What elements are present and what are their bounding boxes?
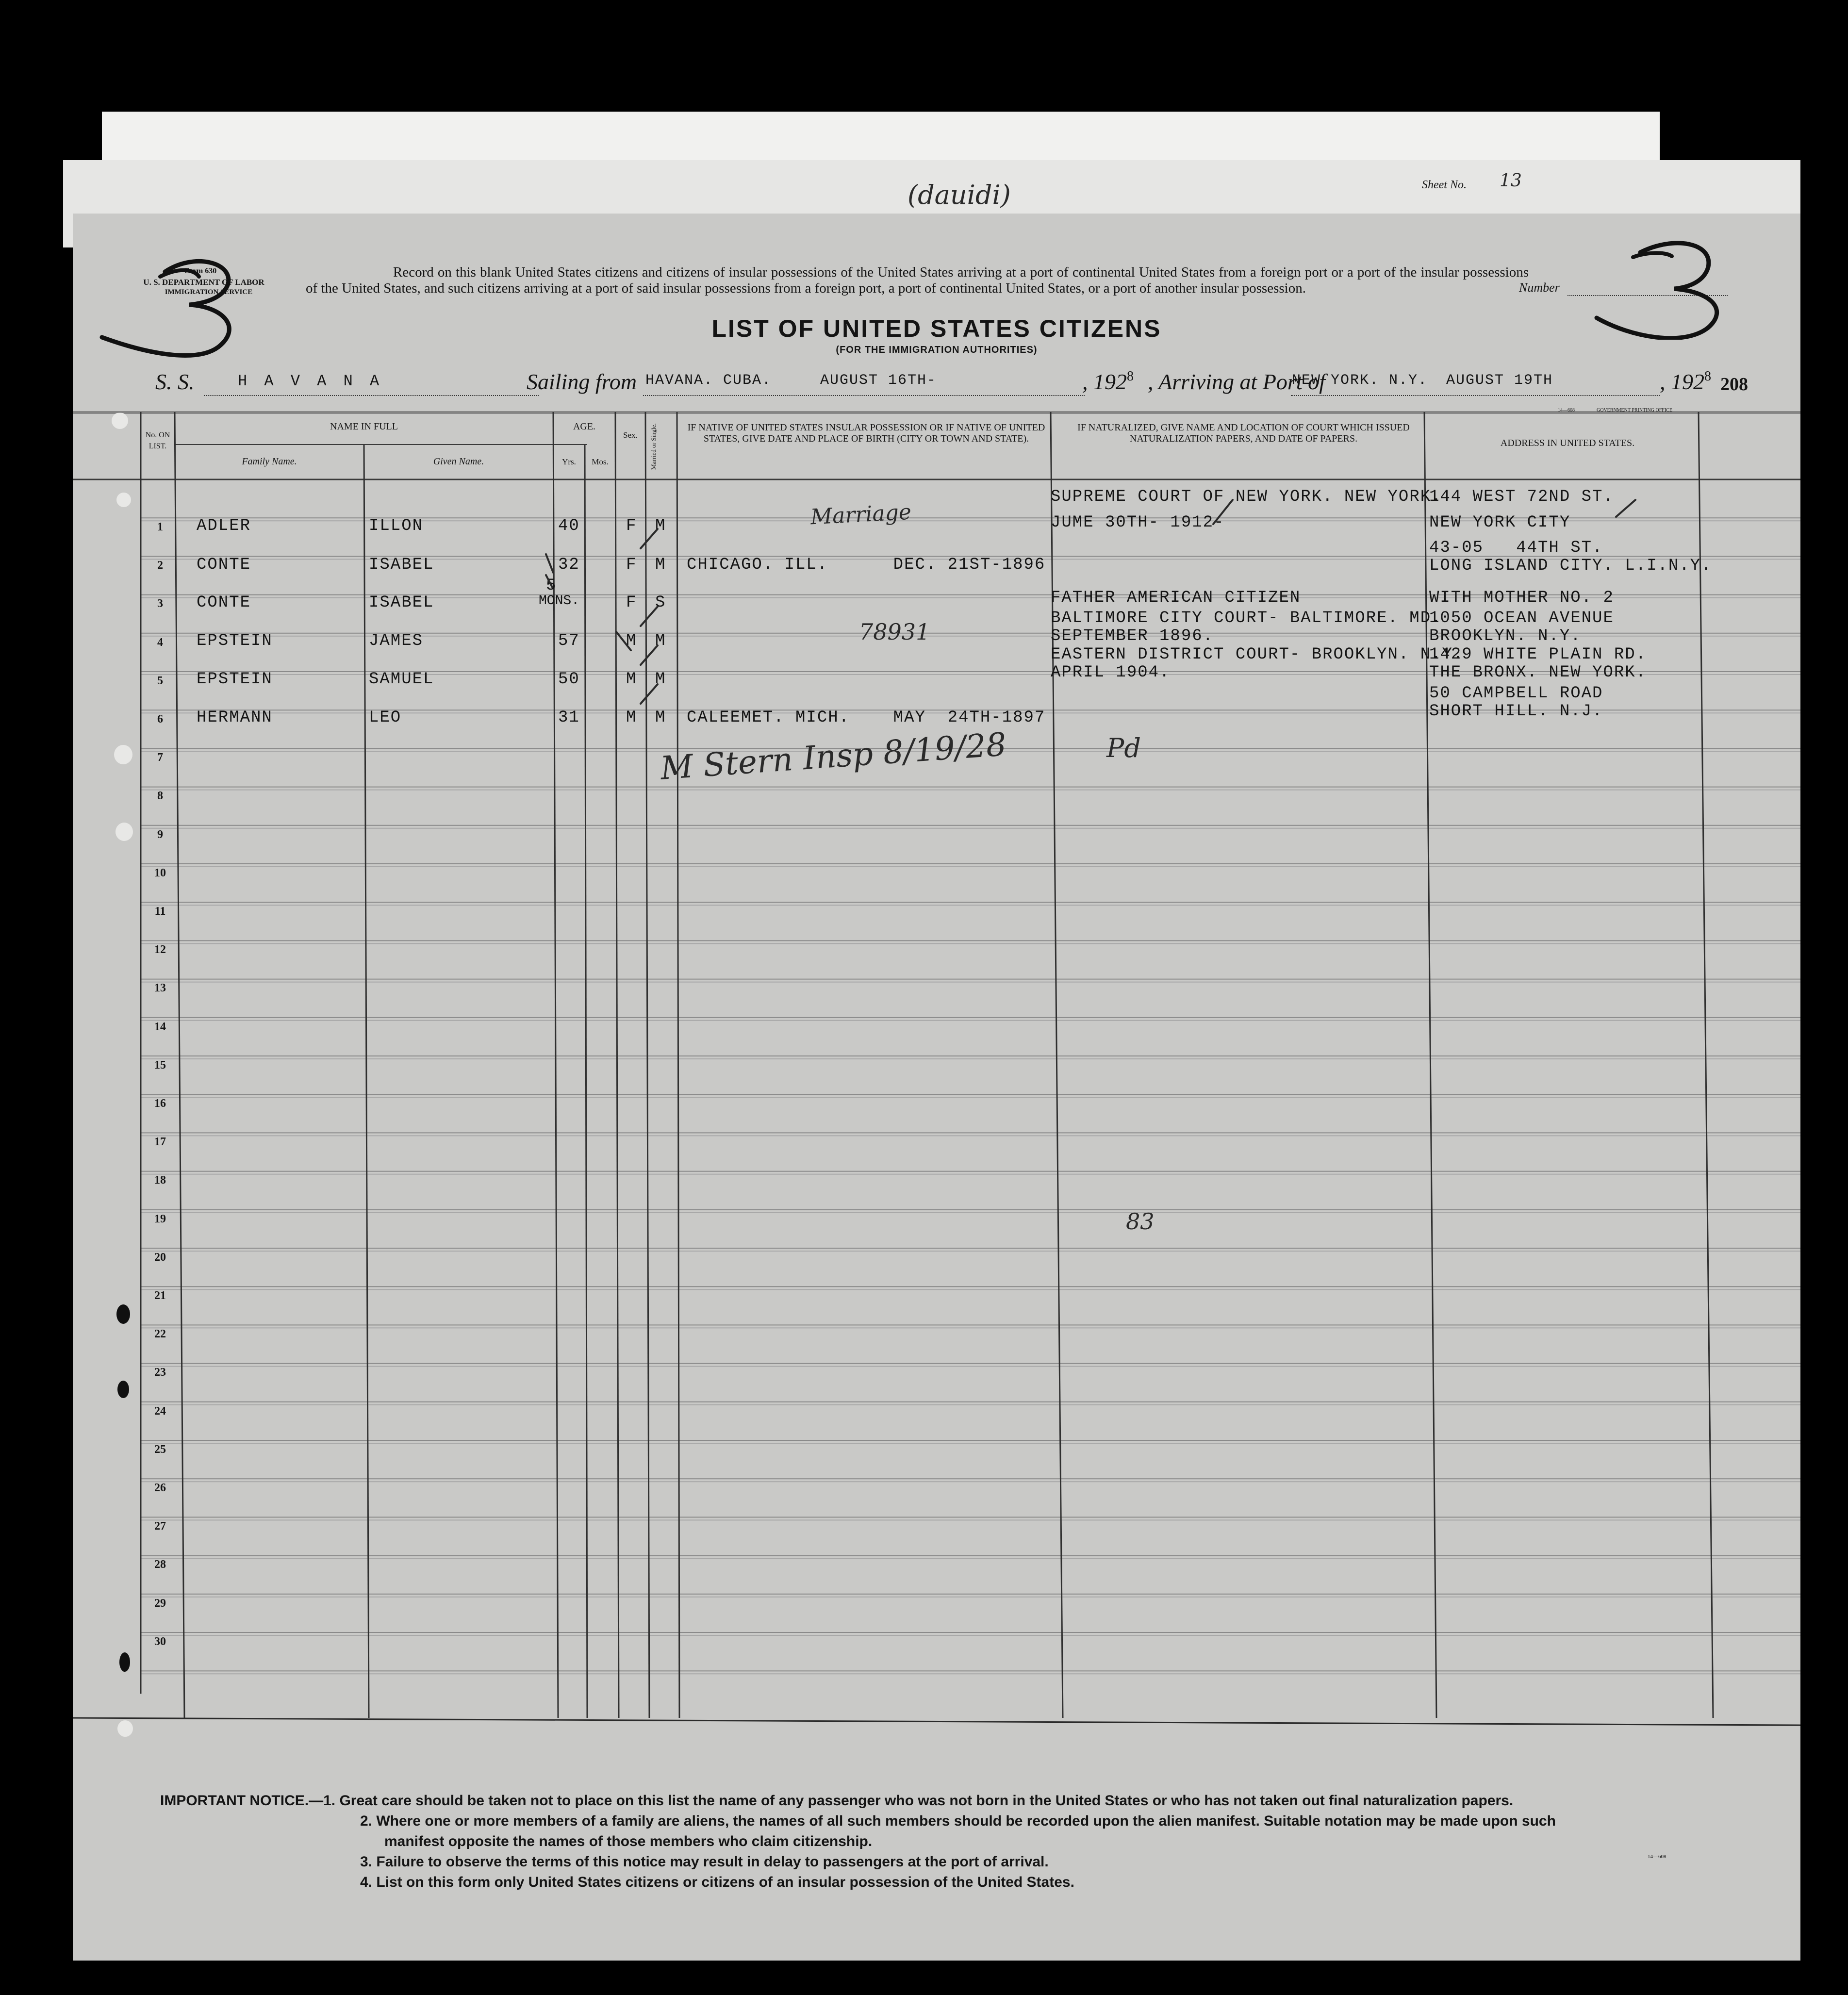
punch-hole bbox=[116, 1304, 130, 1324]
col-header-naturalized: IF NATURALIZED, GIVE NAME AND LOCATION OF COURT WHICH ISSUED NATURALIZATION PAPERS, AND DATE OF PAPERS. bbox=[1077, 422, 1410, 444]
arrival-date: AUGUST 19TH bbox=[1446, 372, 1553, 389]
number-label: Number bbox=[1519, 280, 1560, 295]
family-name: CONTE bbox=[197, 556, 251, 574]
address-line-1: 50 CAMPBELL ROAD bbox=[1429, 684, 1603, 703]
sex: F bbox=[626, 594, 637, 612]
notice-item-1: —1. Great care should be taken not to place on this list the name of any passenger who was not born in the United States or who has not taken out final naturalization papers. bbox=[309, 1793, 1514, 1809]
row-number: 9 bbox=[157, 828, 163, 841]
row-number: 30 bbox=[154, 1635, 166, 1648]
row-number: 26 bbox=[154, 1482, 166, 1494]
row-number: 8 bbox=[157, 790, 163, 803]
printing-office: GOVERNMENT PRINTING OFFICE bbox=[1597, 408, 1672, 413]
birth-place-date: CALEEMET. MICH. MAY 24TH-1897 bbox=[687, 709, 1046, 727]
family-name: HERMANN bbox=[197, 709, 273, 727]
col-header-address: ADDRESS IN UNITED STATES. bbox=[1500, 438, 1635, 448]
col-header-native: IF NATIVE OF UNITED STATES INSULAR POSSESSION OR IF NATIVE OF UNITED STATES, GIVE DATE AND PLACE OF BIRTH (CITY OR TOWN AND STATE). bbox=[687, 422, 1045, 444]
marital-status: M bbox=[655, 709, 666, 727]
punch-hole bbox=[116, 493, 131, 507]
col-header-name: NAME IN FULL bbox=[330, 421, 398, 432]
col-header-sex: Sex. bbox=[623, 430, 638, 440]
row-number: 2 bbox=[157, 559, 163, 572]
row-number: 29 bbox=[154, 1597, 166, 1610]
row-number: 3 bbox=[157, 597, 163, 610]
address-line-1: WITH MOTHER NO. 2 bbox=[1429, 589, 1614, 607]
given-name: ISABEL bbox=[369, 556, 434, 574]
row-number: 13 bbox=[154, 982, 166, 995]
marital-status: M bbox=[655, 632, 666, 650]
birth-place-date: CHICAGO. ILL. DEC. 21ST-1896 bbox=[687, 556, 1046, 574]
department: U. S. DEPARTMENT OF LABOR bbox=[143, 278, 264, 287]
family-name: EPSTEIN bbox=[197, 632, 273, 650]
address-line-2: NEW YORK CITY bbox=[1429, 513, 1571, 532]
sheet-no-label: Sheet No. bbox=[1422, 179, 1467, 191]
row-number: 5 bbox=[157, 674, 163, 687]
family-name: ADLER bbox=[197, 517, 251, 535]
age-years: 50 bbox=[558, 670, 580, 689]
address-line-1: 1429 WHITE PLAIN RD. bbox=[1429, 645, 1647, 664]
important-notice bbox=[160, 1791, 1762, 1893]
sex: F bbox=[626, 556, 637, 574]
col-header-mos: Mos. bbox=[592, 457, 609, 466]
row-number: 17 bbox=[154, 1136, 166, 1149]
inspector-signature: M Stern Insp 8/19/28 bbox=[659, 725, 1008, 787]
notice-label: IMPORTANT NOTICE. bbox=[160, 1793, 309, 1809]
sail-year-suffix: 8 bbox=[1127, 369, 1134, 384]
arrival-port: NEW YORK. N.Y. bbox=[1292, 372, 1428, 389]
row-number: 7 bbox=[157, 751, 163, 764]
row-number: 28 bbox=[154, 1558, 166, 1571]
row-number: 12 bbox=[154, 943, 166, 956]
sailing-date: AUGUST 16TH- bbox=[820, 372, 937, 389]
row-number: 23 bbox=[154, 1366, 166, 1379]
printing-code: 14—608 bbox=[1558, 408, 1575, 413]
row-number: 24 bbox=[154, 1404, 166, 1418]
arrive-year-prefix: , $192^8$ bbox=[1660, 369, 1711, 394]
sail-year: 192 bbox=[1093, 369, 1127, 394]
address-line-2: SHORT HILL. N.J. bbox=[1429, 702, 1603, 721]
notice-line-5: 4. List on this form only United States citizens or citizens of an insular possession of the United States. bbox=[360, 1874, 1074, 1890]
form-instructions: Record on this blank United States citizens and citizens of insular possessions of the United States arriving at a port of continental United States from a foreign port or a port of the insular possessions of the United States, and such citizens arriving at a port of said insular possessions from a foreign port, a port of continental United States, or a port of another insular possession. bbox=[306, 264, 1529, 296]
row-number: 27 bbox=[154, 1520, 166, 1533]
marital-status: M bbox=[655, 670, 666, 689]
given-name: ILLON bbox=[369, 517, 424, 535]
row-number: 6 bbox=[157, 713, 163, 725]
hand-marriage-note: Marriage bbox=[809, 499, 912, 530]
sailing-label: Sailing from bbox=[527, 369, 637, 394]
punch-hole bbox=[112, 412, 128, 429]
row-number: 11 bbox=[154, 905, 166, 918]
row-number: 25 bbox=[154, 1443, 166, 1456]
age-years: 32 bbox=[558, 556, 580, 574]
marital-status: M bbox=[655, 517, 666, 535]
hand-number-note: 78931 bbox=[859, 619, 930, 645]
ss-label: S. S. bbox=[155, 369, 195, 394]
page-code: 208 bbox=[1720, 374, 1748, 395]
top-hand-mark: (dauidi) bbox=[908, 180, 1011, 210]
row-number: 4 bbox=[157, 636, 163, 649]
col-header-given: Given Name. bbox=[433, 456, 484, 467]
row-number: 1 bbox=[157, 521, 163, 533]
sex: F bbox=[626, 517, 637, 535]
age-years: 57 bbox=[558, 632, 580, 650]
given-name: SAMUEL bbox=[369, 670, 434, 689]
given-name: JAMES bbox=[369, 632, 424, 650]
notice-line-3: manifest opposite the names of those members who claim citizenship. bbox=[384, 1833, 873, 1849]
footer-code: 14—608 bbox=[1648, 1854, 1666, 1860]
row-number: 10 bbox=[154, 866, 166, 879]
col-header-married: Married or Single. bbox=[650, 423, 657, 470]
service: IMMIGRATION SERVICE bbox=[165, 288, 253, 296]
address-line-1: 43-05 44TH ST. bbox=[1429, 539, 1603, 557]
sail-year-prefix: , $192^8$ bbox=[1082, 369, 1134, 394]
arriving-label: , Arriving at Port of bbox=[1148, 369, 1325, 394]
sex: M bbox=[626, 632, 637, 650]
naturalization-date: SEPTEMBER 1896. bbox=[1051, 627, 1214, 645]
address-line-2: THE BRONX. NEW YORK. bbox=[1429, 663, 1647, 682]
row-number: 21 bbox=[154, 1289, 166, 1302]
notice-line-1 bbox=[160, 1791, 1762, 1811]
hand-initials: Pd bbox=[1106, 733, 1141, 763]
punch-hole bbox=[114, 745, 132, 764]
given-name: LEO bbox=[369, 709, 402, 727]
col-header-no: No. ON LIST. bbox=[145, 431, 170, 450]
page-title: LIST OF UNITED STATES CITIZENS bbox=[711, 315, 1162, 342]
marital-status: M bbox=[655, 556, 666, 574]
age-years: 5 bbox=[546, 577, 557, 595]
row-number: 19 bbox=[154, 1212, 166, 1225]
ship-name: H A V A N A bbox=[238, 372, 383, 390]
hand-mid-mark: 83 bbox=[1126, 1208, 1155, 1235]
punch-hole bbox=[119, 1652, 130, 1672]
naturalization-court: BALTIMORE CITY COURT- BALTIMORE. MD. bbox=[1051, 609, 1442, 627]
col-header-yrs: Yrs. bbox=[562, 457, 576, 466]
form-number: Form 630 bbox=[184, 267, 217, 275]
address-line-1: 144 WEST 72ND ST. bbox=[1429, 488, 1614, 506]
hand-tick-marks bbox=[73, 214, 1800, 1961]
col-header-age: AGE. bbox=[573, 421, 596, 432]
sex: M bbox=[626, 709, 637, 727]
row-number: 14 bbox=[154, 1020, 166, 1033]
age-years: 40 bbox=[558, 517, 580, 535]
punch-hole bbox=[117, 1381, 129, 1398]
row-number: 20 bbox=[154, 1251, 166, 1264]
sailing-from: HAVANA. CUBA. bbox=[645, 372, 772, 389]
row-number: 15 bbox=[154, 1058, 166, 1072]
age-months: MONS. bbox=[539, 594, 580, 609]
notice-line-4: 3. Failure to observe the terms of this notice may result in delay to passengers at the port of arrival. bbox=[360, 1854, 1049, 1870]
family-name: EPSTEIN bbox=[197, 670, 273, 689]
sheet-no-value: 13 bbox=[1500, 171, 1522, 191]
row-number: 16 bbox=[154, 1097, 166, 1110]
age-years: 31 bbox=[558, 709, 580, 727]
naturalization-note: FATHER AMERICAN CITIZEN bbox=[1051, 589, 1301, 607]
address-line-1: 1050 OCEAN AVENUE bbox=[1429, 609, 1614, 627]
family-name: CONTE bbox=[197, 594, 251, 612]
arrive-year: 192 bbox=[1671, 369, 1704, 394]
naturalization-court: SUPREME COURT OF NEW YORK. NEW YORK. bbox=[1051, 488, 1442, 506]
notice-line-2: 2. Where one or more members of a family are aliens, the names of all such members should be recorded upon the alien manifest. Suitable notation may be made upon such bbox=[360, 1813, 1556, 1829]
given-name: ISABEL bbox=[369, 594, 434, 612]
address-line-2: BROOKLYN. N.Y. bbox=[1429, 627, 1582, 645]
manifest-page bbox=[73, 214, 1800, 1961]
naturalization-date: APRIL 1904. bbox=[1051, 663, 1171, 682]
sex: M bbox=[626, 670, 637, 689]
naturalization-court: EASTERN DISTRICT COURT- BROOKLYN. N.Y. bbox=[1051, 645, 1464, 664]
punch-hole bbox=[117, 1720, 133, 1737]
punch-hole bbox=[116, 823, 133, 841]
address-line-2: LONG ISLAND CITY. L.I.N.Y. bbox=[1429, 557, 1712, 575]
page-subtitle: (FOR THE IMMIGRATION AUTHORITIES) bbox=[836, 345, 1038, 355]
naturalization-date: JUME 30TH- 1912- bbox=[1051, 513, 1225, 532]
row-number: 18 bbox=[154, 1174, 166, 1187]
col-header-family: Family Name. bbox=[242, 456, 297, 467]
marital-status: S bbox=[655, 594, 666, 612]
arrive-year-suffix: 8 bbox=[1704, 369, 1711, 384]
row-number: 22 bbox=[154, 1328, 166, 1341]
